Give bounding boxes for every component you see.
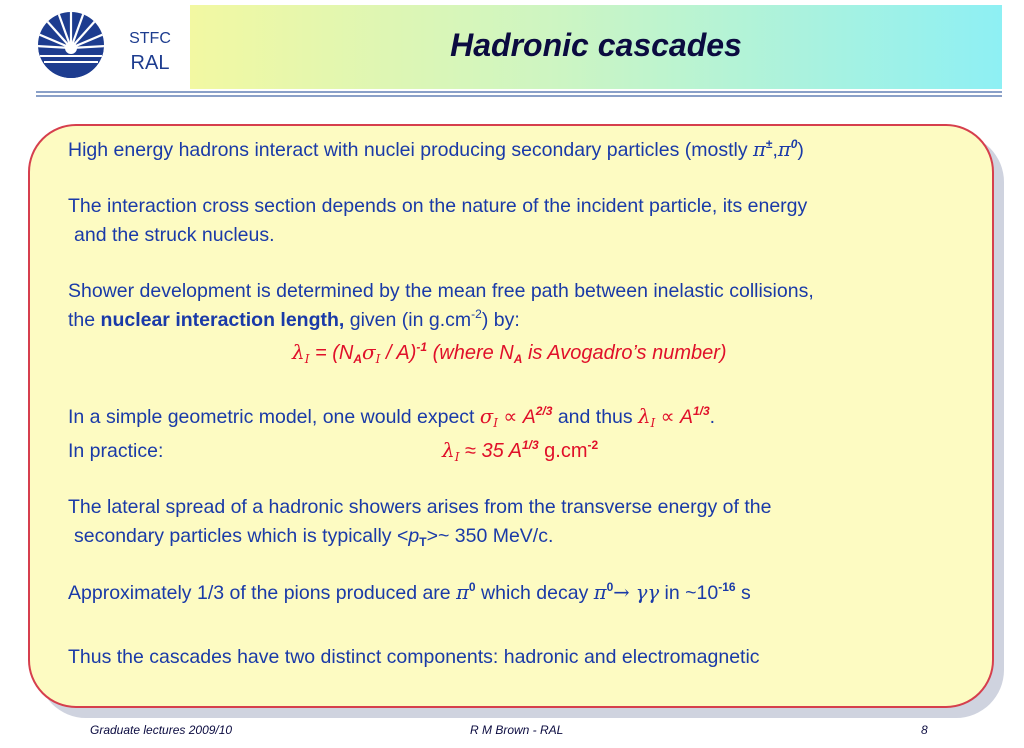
brand-ral: RAL [130, 51, 170, 74]
footer-page-number: 8 [921, 723, 928, 737]
para-in-practice-label: In practice: [68, 440, 164, 462]
title-bar [190, 5, 1002, 89]
header-rule [36, 95, 1002, 97]
para-pion-decay: Approximately 1/3 of the pions produced are $\pi^0$ which decay $\pi^0\to \gamma\gamma$ in $\sim 10^{-16}$ s [68, 580, 751, 604]
para-cross-section: The interaction cross section depends on the nature of the incident particle, its energy and the struck nucleus. [68, 195, 808, 246]
para-lateral-spread: The lateral spread of a hadronic showers arises from the transverse energy of the secondary particles which is typically $<p_T>\sim$ 350 MeV/c. [68, 496, 772, 549]
brand-stfc: STFC [129, 30, 171, 47]
para-two-components: Thus the cascades have two distinct components: hadronic and electromagnetic [68, 646, 760, 668]
para-geometric-model: In a simple geometric model, one would expect $\sigma_I \propto A^{2/3}$ and thus $\lambda_I \propto A^{1/3}$. [68, 404, 716, 430]
para-secondary-particles: High energy hadrons interact with nuclei producing secondary particles (mostly $\pi^\pm,\pi^0$) [68, 137, 804, 161]
slide-title: Hadronic cascades [450, 27, 742, 63]
footer-course: Graduate lectures 2009/10 [90, 723, 233, 737]
header-rule [36, 91, 1002, 93]
formula-practical-length: $\lambda_I \approx 35$ $A^{1/3}$ $g.cm^{-2}$ [442, 438, 599, 464]
stfc-logo [36, 4, 106, 86]
para-shower-development: Shower development is determined by the mean free path between inelastic collisions, the nuclear interaction length, given (in $g.cm^{-2}$) by: [68, 280, 814, 331]
brand-text [118, 30, 182, 74]
formula-interaction-length: $\lambda_I = (N_A\sigma_I / A)^{-1}$ (where $N_A$ is Avogadro’s number) [292, 340, 727, 366]
footer-author: R M Brown - RAL [470, 723, 564, 737]
